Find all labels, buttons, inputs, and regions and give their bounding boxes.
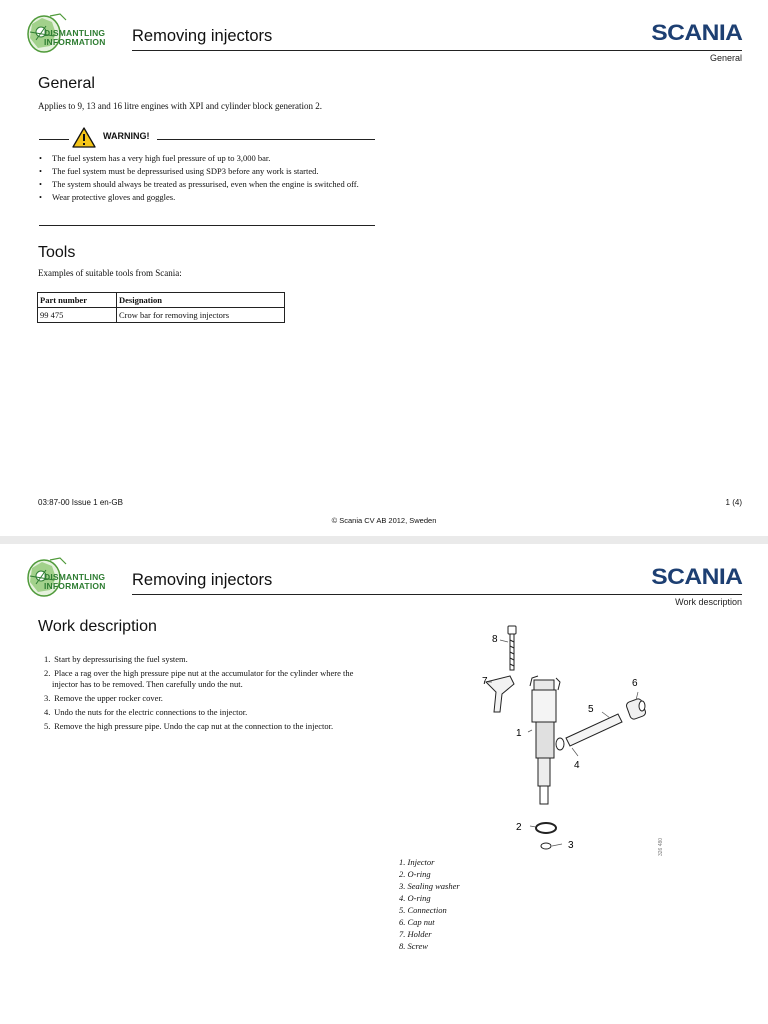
tools-intro: Examples of suitable tools from Scania:: [38, 268, 182, 278]
legend-item: 2. O-ring: [399, 869, 431, 879]
legend-item: 1. Injector: [399, 857, 435, 867]
page-separator: [0, 536, 768, 544]
work-description-heading: Work description: [38, 618, 157, 635]
callout-2: 2: [516, 822, 522, 833]
column-header: Designation: [117, 293, 285, 308]
connection-part: [556, 714, 622, 750]
legend-item: 7. Holder: [399, 929, 432, 939]
doc-id: 03:87-00 Issue 1 en-GB: [38, 498, 123, 507]
copyright: © Scania CV AB 2012, Sweden: [331, 516, 437, 525]
screw-part: [508, 626, 516, 670]
warning-box: [39, 126, 375, 226]
sealing-washer-part: [541, 843, 551, 849]
section-tag: General: [709, 53, 742, 63]
callout-7: 7: [482, 676, 488, 687]
legend-item: 6. Cap nut: [399, 917, 435, 927]
general-text: Applies to 9, 13 and 16 litre engines with XPI and cylinder block generation 2.: [38, 101, 322, 111]
cap-nut-part: [625, 698, 646, 720]
step-item: 4. Undo the nuts for the electric connections to the injector.: [44, 706, 248, 717]
scania-logo: SCANIA: [650, 20, 742, 45]
callout-6: 6: [632, 678, 638, 689]
logo-text: DISMANTLING INFORMATION: [44, 28, 106, 47]
scania-logo: SCANIA: [650, 564, 742, 589]
warning-list: [39, 153, 369, 205]
header-rule: [132, 594, 742, 595]
page-title: Removing injectors: [132, 27, 273, 45]
steps-list: [38, 654, 378, 735]
tools-table: [37, 292, 285, 323]
diagram-ref: 326 480: [658, 837, 664, 856]
warning-label: WARNING!: [103, 131, 150, 141]
injector-part: [530, 676, 560, 804]
callout-1: 1: [516, 728, 522, 739]
table-header-row: [38, 293, 285, 308]
holder-part: [486, 676, 514, 712]
page-2: [0, 544, 768, 1024]
column-header: Part number: [38, 293, 117, 308]
warning-item: • The system should always be treated as pressurised, even when the engine is switched off.: [39, 179, 369, 190]
legend-item: 5. Connection: [399, 905, 447, 915]
warning-item: • Wear protective gloves and goggles.: [39, 192, 369, 203]
legend-item: 4. O-ring: [399, 893, 431, 903]
o-ring-part: [536, 823, 556, 833]
legend-item: 8. Screw: [399, 941, 428, 951]
table-cell: 99 475: [38, 308, 117, 323]
table-row: [38, 308, 285, 323]
callout-8: 8: [492, 634, 498, 645]
step-item: 5. Remove the high pressure pipe. Undo the cap nut at the connection to the injector.: [44, 720, 334, 731]
page-number: 1 (4): [725, 498, 742, 507]
callout-5: 5: [588, 704, 594, 715]
parts-legend: [399, 856, 460, 952]
injector-diagram: [470, 620, 670, 860]
warning-item: • The fuel system has a very high fuel pressure of up to 3,000 bar.: [39, 153, 369, 164]
header-rule: [132, 50, 742, 51]
warning-item: • The fuel system must be depressurised using SDP3 before any work is started.: [39, 166, 369, 177]
logo-text: DISMANTLING INFORMATION: [44, 572, 106, 591]
tools-heading: Tools: [38, 244, 76, 261]
step-item: 3. Remove the upper rocker cover.: [44, 692, 163, 703]
page-title: Removing injectors: [132, 571, 273, 589]
table-cell: Crow bar for removing injectors: [117, 308, 285, 323]
callout-3: 3: [568, 840, 574, 851]
section-tag: Work description: [675, 597, 742, 607]
general-heading: General: [38, 75, 95, 92]
step-item: 2. Place a rag over the high pressure pipe nut at the accumulator for the cylinder where the injector has to be removed. Then carefully undo the nut.: [44, 668, 354, 689]
step-item: 1. Start by depressurising the fuel system.: [44, 654, 188, 664]
callout-4: 4: [574, 760, 580, 771]
legend-item: 3. Sealing washer: [399, 881, 460, 891]
warning-triangle-icon: [72, 127, 96, 148]
